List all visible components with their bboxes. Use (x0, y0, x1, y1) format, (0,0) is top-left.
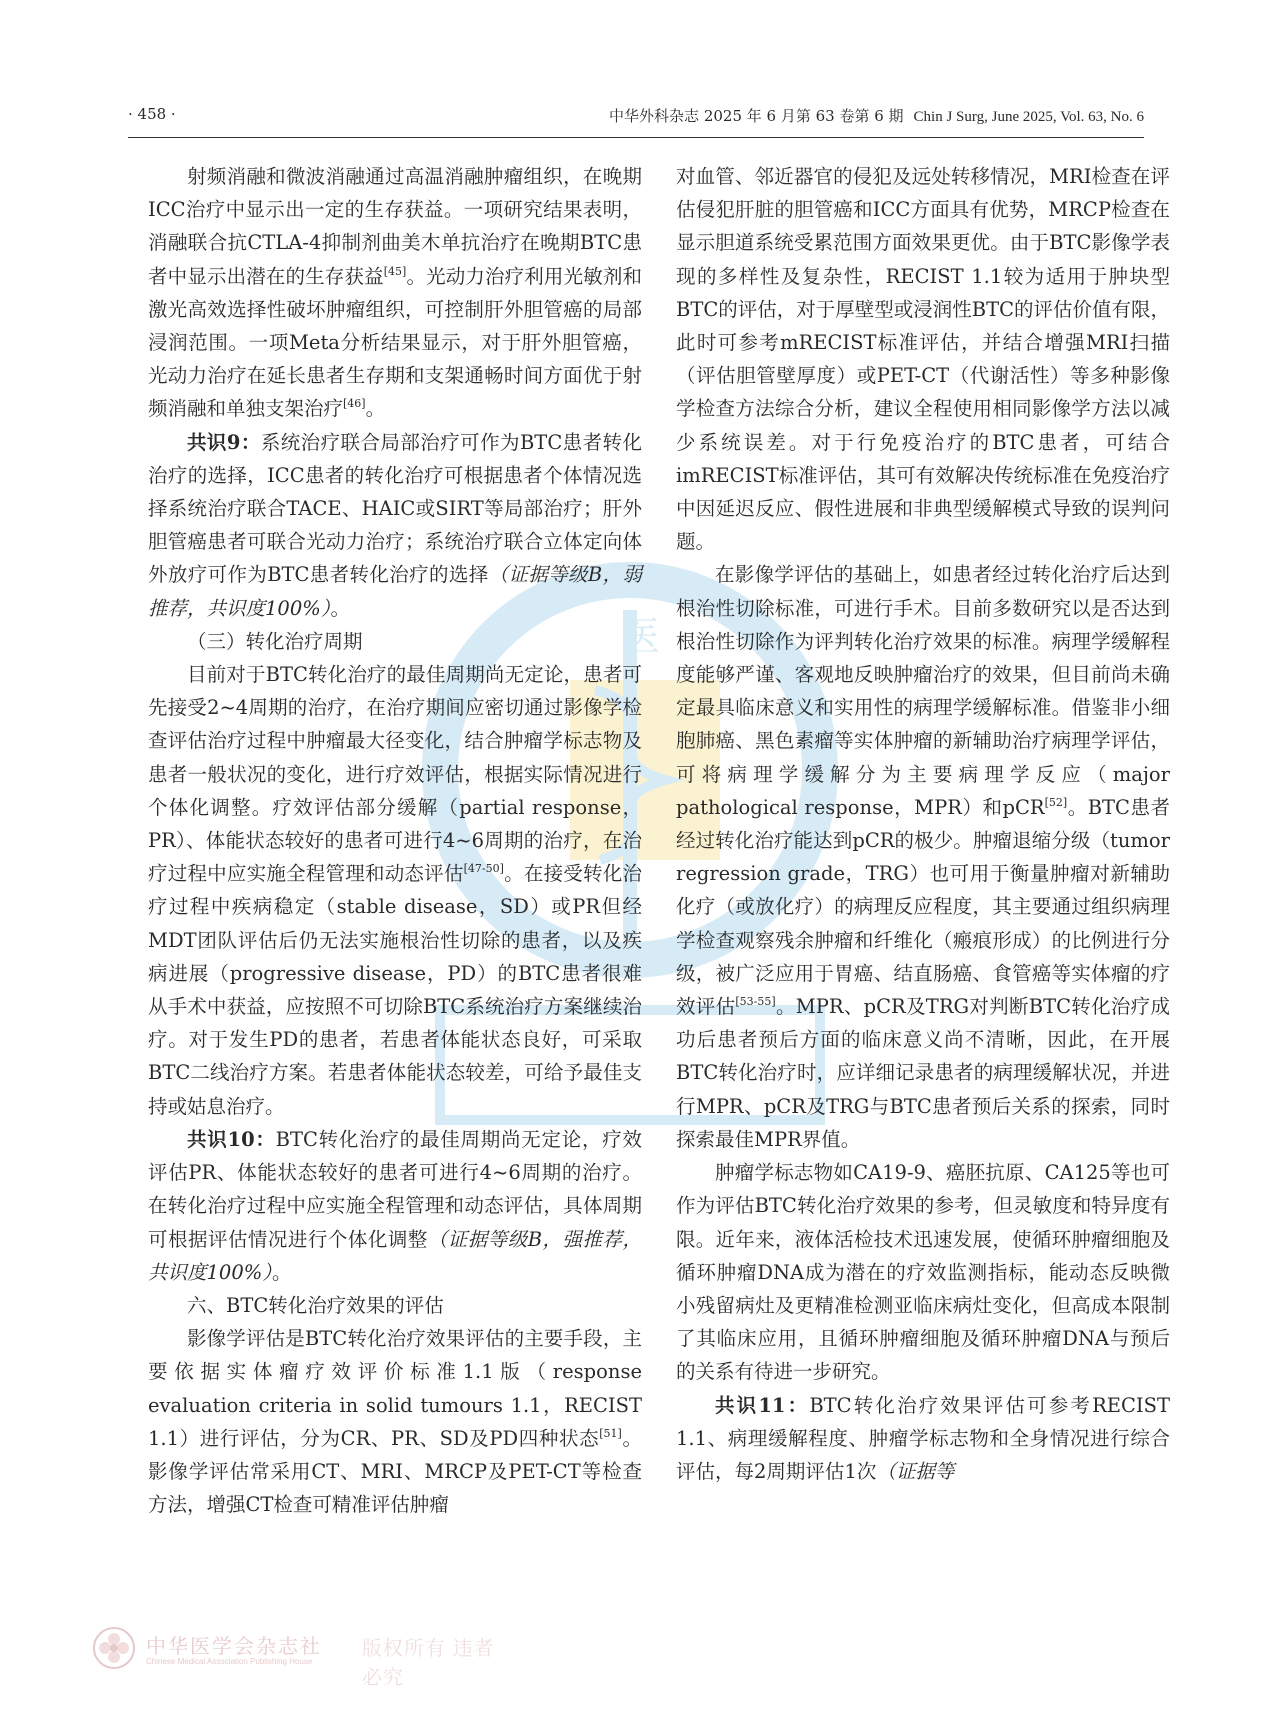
evidence-grade: （证据等级B，弱推荐，共识度100%） (148, 563, 642, 620)
text-segment: 。 (365, 397, 386, 421)
text-segment: 射频消融和微波消融通过高温消融肿瘤组织，在晚期ICC治疗中显示出一定的生存获益。一项研究结果表明，消融联合抗CTLA-4抑制剂曲美木单抗治疗在晚期BTC患者中显示出潜在的生存获益 (148, 165, 642, 288)
text-segment: 。在接受转化治疗过程中疾病稳定（stable disease，SD）或PR但经MDT团队评估后仍无法实施根治性切除的患者，以及疾病进展（progressive disease，PD）的BTC患者很难从手术中获益，应按照不可切除BTC系统治疗方案继续治疗。对于发生PD的患者，若患者体能状态良好，可采取BTC二线治疗方案。若患者体能状态较差，可给予最佳支持或姑息治疗。 (148, 862, 642, 1118)
citation-ref: [53-55] (735, 995, 776, 1009)
consensus-label: 共识11： (715, 1393, 810, 1417)
citation-ref: [45] (383, 264, 407, 278)
journal-name-en: Chin J Surg, June 2025, Vol. 63, No. 6 (913, 109, 1144, 125)
citation-ref: [46] (343, 397, 366, 411)
publisher-name-cn: 中华医学会杂志社 (146, 1634, 322, 1658)
citation-ref: [51] (599, 1426, 622, 1440)
running-header (128, 103, 1144, 138)
consensus-11 (676, 1389, 1170, 1489)
page-number: · 458 · (128, 105, 176, 123)
consensus-text: BTC转化治疗的最佳周期尚无定论，疗效评估PR、体能状态较好的患者可进行4~6周期的治疗。在转化治疗过程中应实施全程管理和动态评估，具体周期可根据评估情况进行个体化调整 (148, 1127, 642, 1251)
journal-name-cn: 中华外科杂志 2025 年 6 月第 63 卷第 6 期 (609, 107, 904, 125)
consensus-label: 共识9： (187, 430, 261, 454)
text-segment: 。影像学评估常采用CT、MRI、MRCP及PET-CT等检查方法，增强CT检查可精准评估肿瘤 (148, 1426, 642, 1517)
left-text-column (148, 160, 642, 1521)
consensus-10 (148, 1123, 642, 1289)
flower-logo-icon (92, 1626, 136, 1670)
paragraph-imaging-evaluation (148, 1322, 642, 1521)
paragraph-tumor-markers: 肿瘤学标志物如CA19-9、癌胚抗原、CA125等也可作为评估BTC转化治疗效果的参考，但灵敏度和特异度有限。近年来，液体活检技术迅速发展，使循环肿瘤细胞及循环肿瘤DNA成为潜在的疗效监测指标，能动态反映微小残留病灶及更精准检测亚临床病灶变化，但高成本限制了其临床应用，且循环肿瘤细胞及循环肿瘤DNA与预后的关系有待进一步研究。 (676, 1161, 1170, 1384)
consensus-text: 系统治疗联合局部治疗可作为BTC患者转化治疗的选择，ICC患者的转化治疗可根据患者个体情况选择系统治疗联合TACE、HAIC或SIRT等局部治疗；肝外胆管癌患者可联合光动力治疗；系统治疗联合立体定向体外放疗可作为BTC患者转化治疗的选择 (148, 430, 642, 587)
consensus-text: BTC转化治疗效果评估可参考RECIST 1.1、病理缓解程度、肿瘤学标志物和全身情况进行综合评估，每2周期评估1次 (676, 1393, 1170, 1483)
citation-ref: [47-50] (463, 862, 504, 876)
citation-ref: [52] (1044, 795, 1068, 809)
text-segment: 在影像学评估的基础上，如患者经过转化治疗后达到根治性切除标准，可进行手术。目前多数研究以是否达到根治性切除作为评判转化治疗效果的标准。病理学缓解程度能够严谨、客观地反映肿瘤治疗的效果，但目前尚未确定最具临床意义和实用性的病理学缓解标准。借鉴非小细胞肺癌、黑色素瘤等实体肿瘤的新辅助治疗病理学评估，可将病理学缓解分为主要病理学反应（major pathological response，MPR）和pCR (676, 563, 1170, 819)
consensus-9 (148, 426, 642, 625)
paragraph-pathological-response (676, 558, 1170, 1156)
paragraph-treatment-cycle (148, 658, 642, 1123)
svg-text:医: 医 (620, 614, 660, 660)
evidence-grade: （证据等级B，强推荐，共识度100%） (148, 1227, 642, 1284)
publisher-name-en: Chinese Medical Association Publishing House (146, 1657, 313, 1666)
text-segment: 。光动力治疗利用光敏剂和激光高效选择性破坏肿瘤组织，可控制肝外胆管癌的局部浸润范围。一项Meta分析结果显示，对于肝外胆管癌，光动力治疗在延长患者生存期和支架通畅时间方面优于射频消融和单独支架治疗 (148, 264, 642, 421)
paragraph-imaging-continued: 对血管、邻近器官的侵犯及远处转移情况，MRI检查在评估侵犯肝脏的胆管癌和ICC方面具有优势，MRCP检查在显示胆道系统受累范围方面效果更优。由于BTC影像学表现的多样性及复杂性，RECIST 1.1较为适用于肿块型BTC的评估，对于厚壁型或浸润性BTC的评估价值有限，此时可参考mRECIST标准评估，并结合增强MRI扫描（评估胆管壁厚度）或PET-CT（代谢活性）等多种影像学检查方法综合分析，建议全程使用相同影像学方法以减少系统误差。对于行免疫治疗的BTC患者，可结合imRECIST标准评估，其可有效解决传统标准在免疫治疗中因延迟反应、假性进展和非典型缓解模式导致的误判问题。 (676, 165, 1171, 554)
evidence-grade: （证据等 (876, 1459, 955, 1483)
text-segment: 目前对于BTC转化治疗的最佳周期尚无定论，患者可先接受2~4周期的治疗，在治疗期间应密切通过影像学检查评估治疗过程中肿瘤最大径变化，结合肿瘤学标志物及患者一般状况的变化，进行疗效评估，根据实际情况进行个体化调整。疗效评估部分缓解（partial response，PR）、体能状态较好的患者可进行4~6周期的治疗，在治疗过程中应实施全程管理和动态评估 (148, 663, 642, 886)
section-heading-treatment-cycle: （三）转化治疗周期 (187, 629, 363, 653)
right-text-column (676, 160, 1170, 1488)
publisher-footer-logo (92, 1626, 512, 1689)
journal-citation (609, 105, 1144, 126)
text-segment: 影像学评估是BTC转化治疗效果评估的主要手段，主要依据实体瘤疗效评价标准1.1版（response evaluation criteria in solid tumours 1.1，RECIST 1.1）进行评估，分为CR、PR、SD及PD四种状态 (148, 1327, 642, 1450)
text-segment: 。 (330, 596, 351, 620)
consensus-label: 共识10： (187, 1127, 276, 1151)
text-segment: 。 (272, 1260, 292, 1284)
section-heading-efficacy-evaluation: 六、BTC转化治疗效果的评估 (187, 1293, 444, 1317)
copyright-slogan: 版权所有 违者必究 (362, 1638, 495, 1689)
text-segment: 。MPR、pCR及TRG对判断BTC转化治疗成功后患者预后方面的临床意义尚不清晰，因此，在开展BTC转化治疗时，应详细记录患者的病理缓解状况，并进行MPR、pCR及TRG与BTC患者预后关系的探索，同时探索最佳MPR界值。 (676, 995, 1170, 1151)
text-segment: 。BTC患者经过转化治疗能达到pCR的极少。肿瘤退缩分级（tumor regression grade，TRG）也可用于衡量肿瘤对新辅助化疗（或放化疗）的病理反应程度，其主要通过组织病理学检查观察残余肿瘤和纤维化（瘢痕形成）的比例进行分级，被广泛应用于胃癌、结直肠癌、食管癌等实体瘤的疗效评估 (676, 795, 1170, 1019)
paragraph-ablation (148, 160, 642, 426)
